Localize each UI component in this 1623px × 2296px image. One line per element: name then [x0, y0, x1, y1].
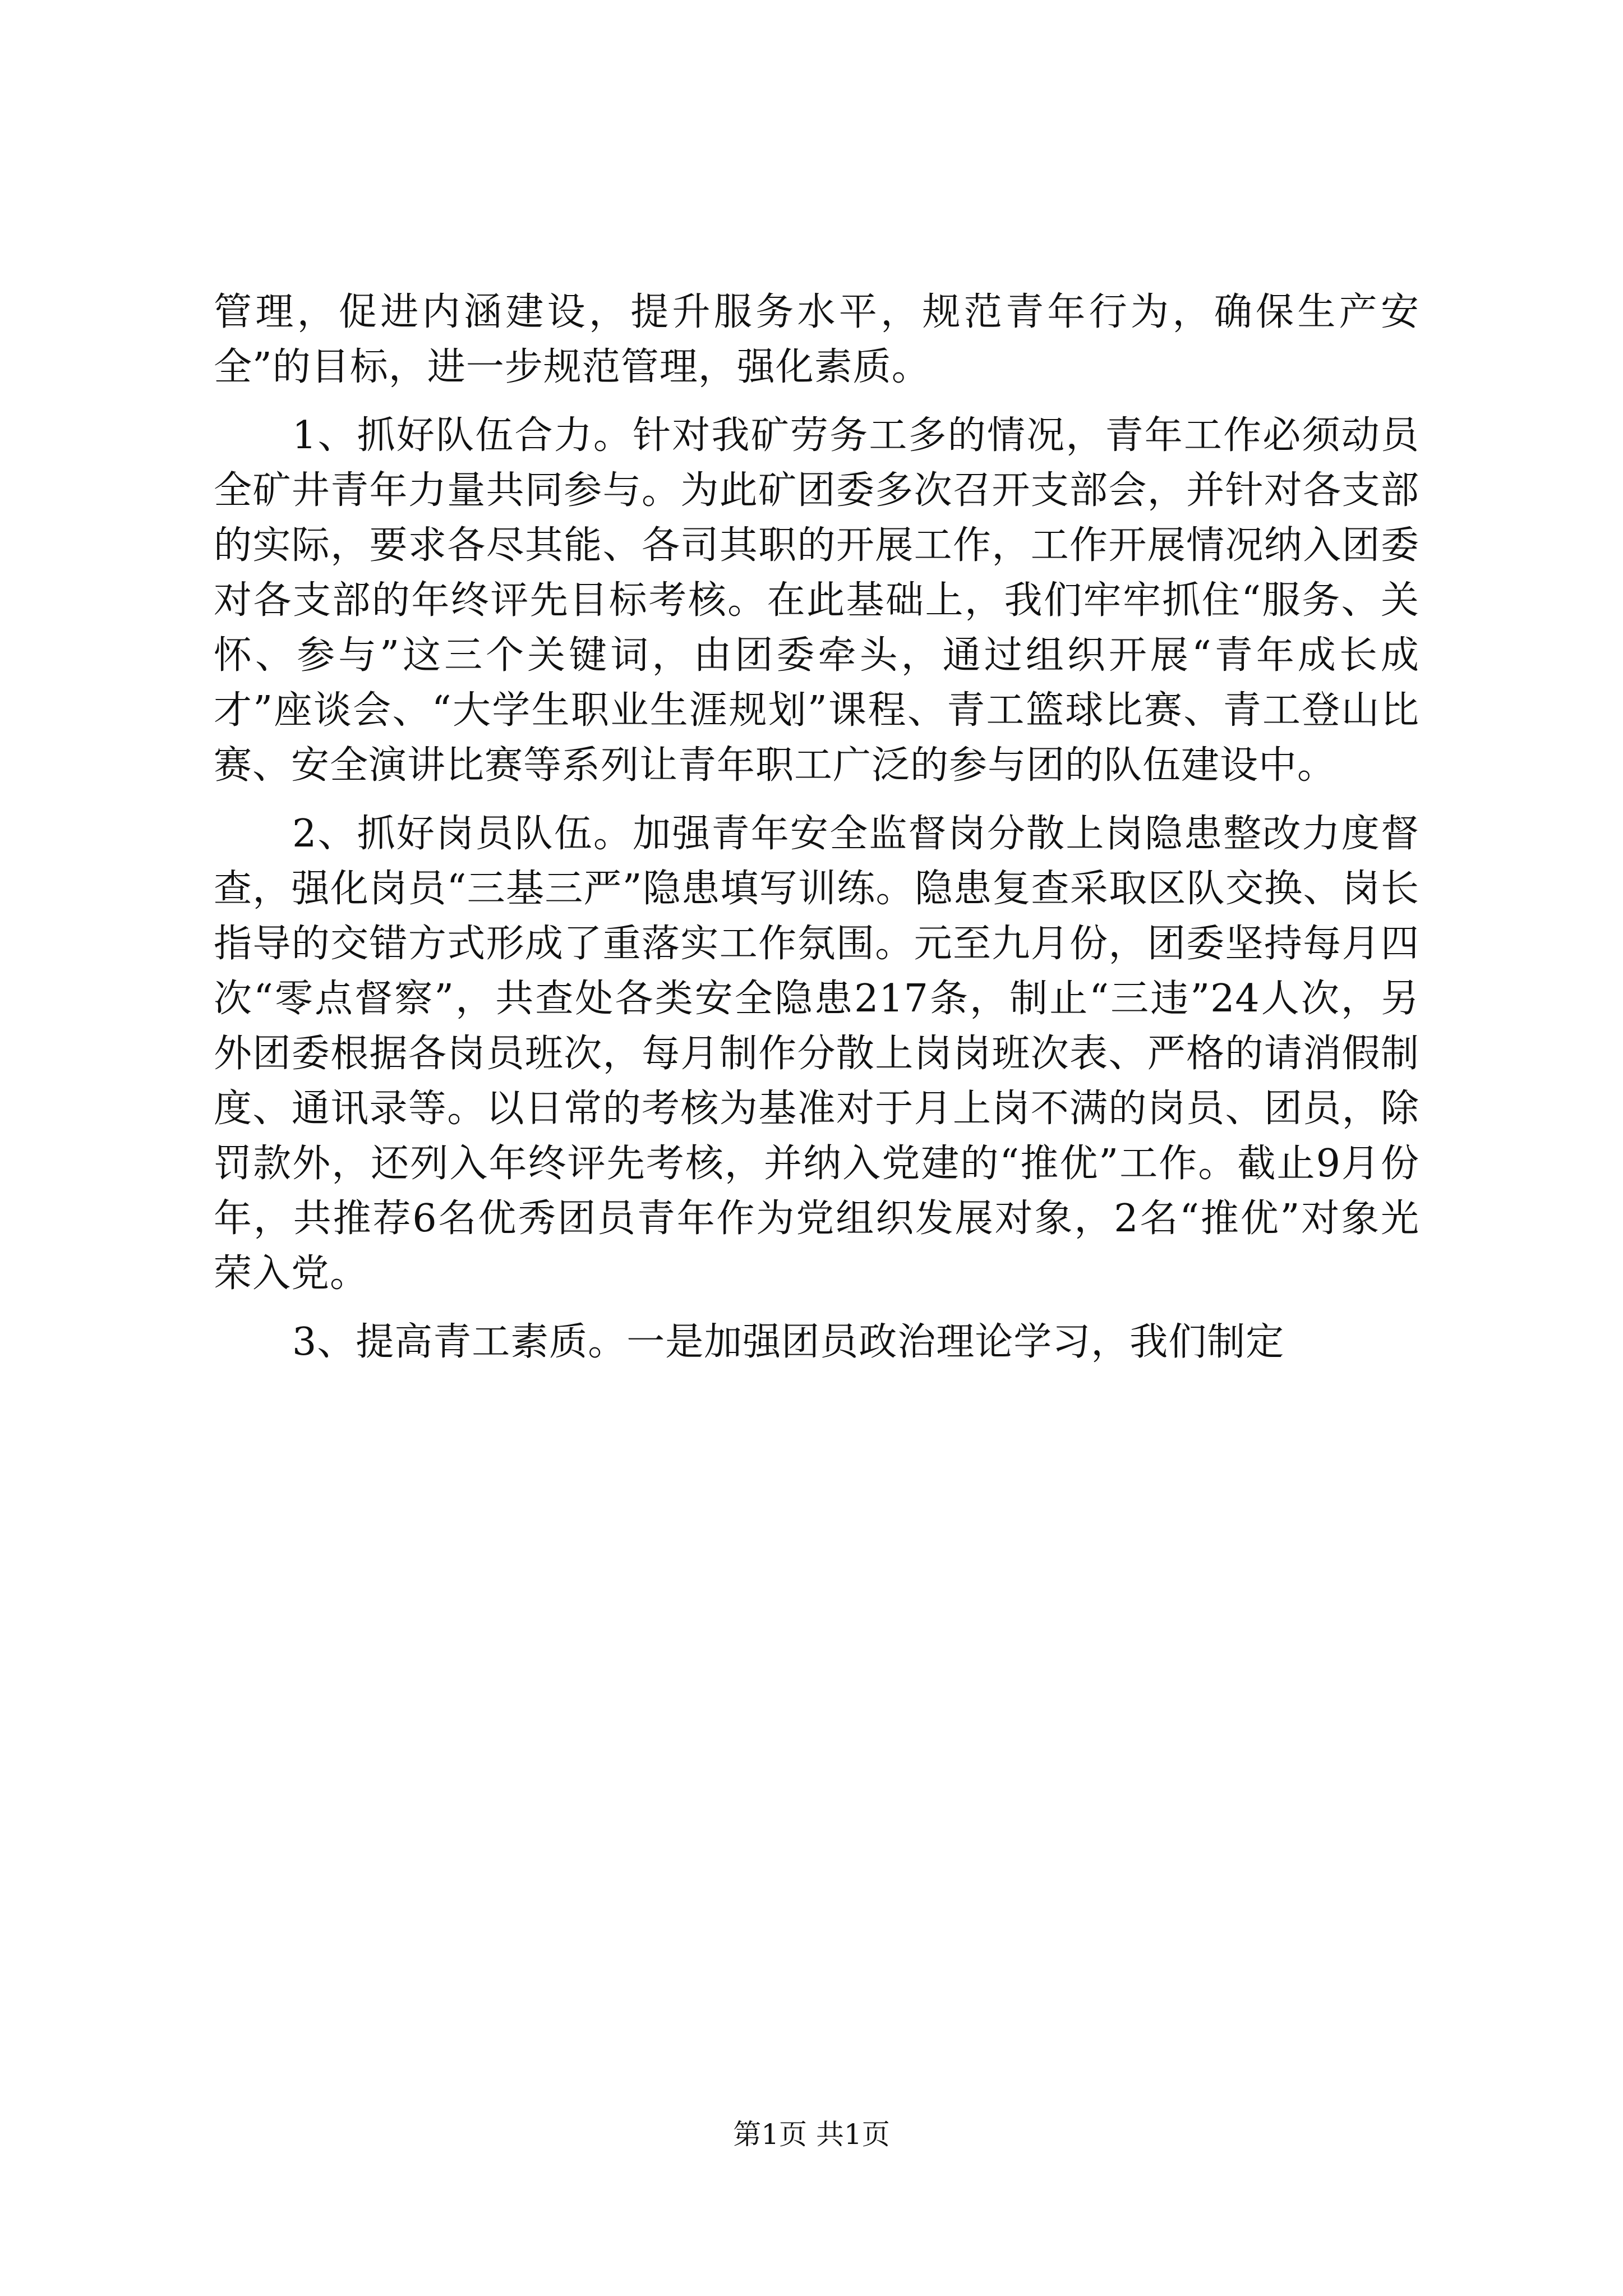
document-body [214, 285, 1419, 1370]
paragraph-item-1: 1、抓好队伍合力。针对我矿劳务工多的情况，青年工作必须动员全矿井青年力量共同参与。为此矿团委多次召开支部会，并针对各支部的实际，要求各尽其能、各司其职的开展工作，工作开展情况纳入团委对各支部的年终评先目标考核。在此基础上，我们牢牢抓住“服务、关怀、参与”这三个关键词，由团委牵头，通过组织开展“青年成长成才”座谈会、“大学生职业生涯规划”课程、青工篮球比赛、青工登山比赛、安全演讲比赛等系列让青年职工广泛的参与团的队伍建设中。 [214, 413, 1419, 788]
paragraph-item-2: 2、抓好岗员队伍。加强青年安全监督岗分散上岗隐患整改力度督查，强化岗员“三基三严”隐患填写训练。隐患复查采取区队交换、岗长指导的交错方式形成了重落实工作氛围。元至九月份，团委坚持每月四次“零点督察”，共查处各类安全隐患217条，制止“三违”24人次，另外团委根据各岗员班次，每月制作分散上岗岗班次表、严格的请消假制度、通讯录等。以日常的考核为基准对于月上岗不满的岗员、团员，除罚款外，还列入年终评先考核，并纳入党建的“推优”工作。截止9月份年，共推荐6名优秀团员青年作为党组织发展对象，2名“推优”对象光荣入党。 [214, 812, 1419, 1296]
paragraph-continued: 管理，促进内涵建设，提升服务水平，规范青年行为，确保生产安全”的目标，进一步规范管理，强化素质。 [214, 290, 1419, 389]
paragraph-item-3: 3、提高青工素质。一是加强团员政治理论学习，我们制定 [292, 1320, 1285, 1364]
page-footer: 第1页 共1页 [733, 2118, 890, 2151]
